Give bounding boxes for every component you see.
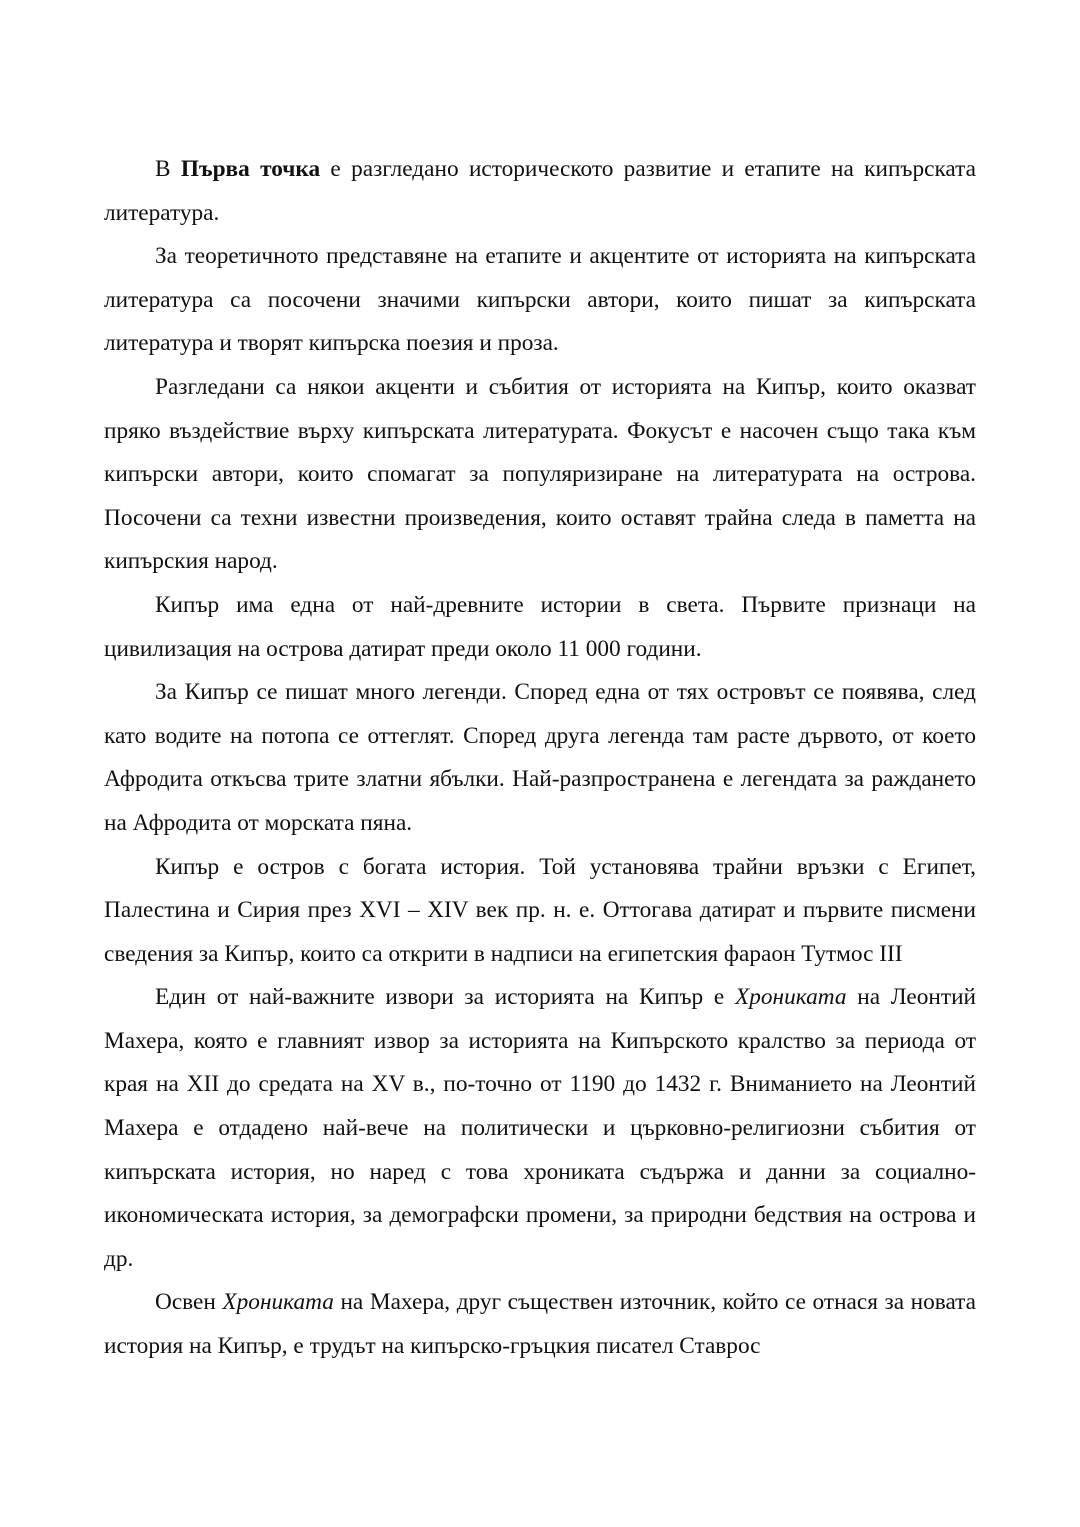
italic-title: Хрониката xyxy=(735,984,847,1011)
paragraph-legends xyxy=(104,671,976,845)
text-run: Кипър е остров с богата история. Той установява трайни връзки с Египет, Палестина и Сирия през XVI – XIV век пр. н. е. Оттогава датират и първите писмени сведения за Кипър, които са открити в надписи на египетския фараон Тутмос III xyxy=(104,853,976,967)
paragraph-chronicle xyxy=(104,976,976,1281)
text-run: В xyxy=(155,156,181,182)
text-run: Един от най-важните извори за историята на Кипър е xyxy=(155,984,736,1011)
text-run: Кипър има една от най-древните истории в света. Първите признаци на цивилизация на острова датират преди около 11 000 години. xyxy=(104,591,976,662)
document-body xyxy=(104,148,976,1369)
text-run: Разгледани са някои акценти и събития от историята на Кипър, които оказват пряко въздействие върху кипърската литературата. Фокусът е насочен също така към кипърски автори, които спомагат за популяризиране на литературата на острова. Посочени са техни известни произведения, които оставят трайна следа в паметта на кипърския народ. xyxy=(104,373,976,575)
text-run: е разгледано историческото развитие и етапите на кипърската литература. xyxy=(104,156,976,226)
italic-title: Хрониката xyxy=(222,1289,334,1316)
paragraph-ancient-history xyxy=(104,584,976,671)
text-run: на Леонтий Махера, която е главният извор за историята на Кипърското кралство за периода от края на XII до средата на XV в., по-точно от 1190 до 1432 г. Вниманието на Леонтий Махера е отдадено най-вече на политически и църковно-религиозни събития от кипърската история, но наред с това хрониката съдържа и данни за социално-икономическата история, за демографски промени, за природни бедствия на острова и др. xyxy=(104,984,977,1272)
paragraph-other-source xyxy=(104,1281,976,1368)
text-run: Освен xyxy=(155,1289,223,1316)
paragraph-theory xyxy=(104,235,976,366)
bold-term: Първа точка xyxy=(180,156,321,182)
paragraph-first-point xyxy=(104,148,976,235)
paragraph-events xyxy=(104,366,976,584)
text-run: За теоретичното представяне на етапите и акцентите от историята на кипърската литература са посочени значими кипърски автори, които пишат за кипърската литература и творят кипърска поезия и проза. xyxy=(104,243,976,357)
text-run: на Махера, друг съществен източник, който се отнася за новата история на Кипър, е трудът на кипърско-гръцкия писател Ставрос xyxy=(104,1289,976,1360)
text-run: За Кипър се пишат много легенди. Според една от тях островът се появява, след като водите на потопа се оттеглят. Според друга легенда там расте дървото, от което Афродита откъсва трите златни ябълки. Най-разпространена е легендата за раждането на Афродита от морската пяна. xyxy=(104,679,976,836)
paragraph-rich-history xyxy=(104,846,976,977)
